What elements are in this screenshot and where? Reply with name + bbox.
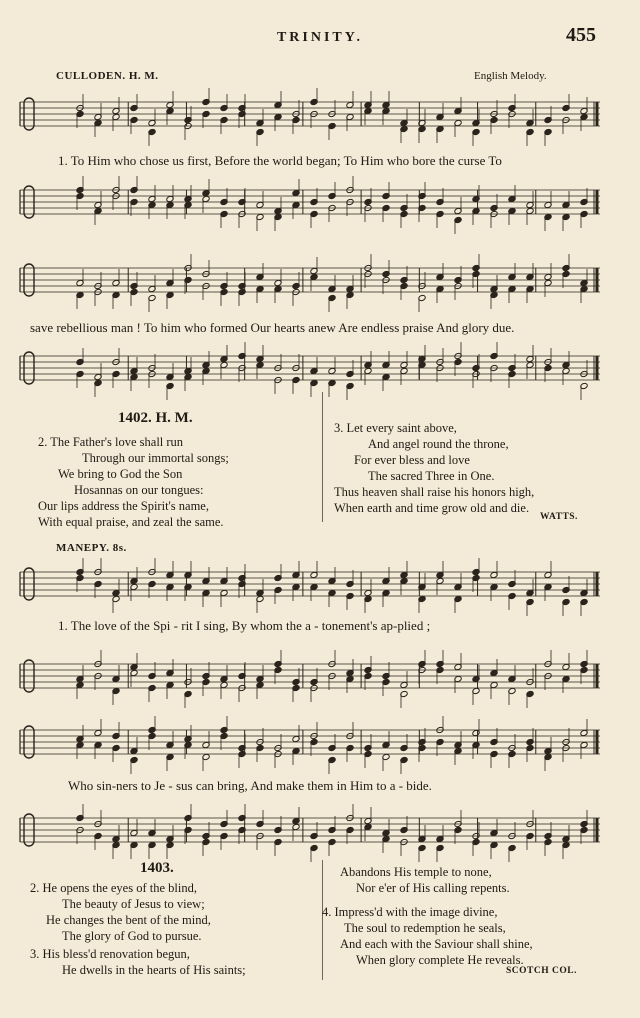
hymn-number: 1402. H. M. — [118, 410, 193, 426]
attribution: SCOTCH COL. — [506, 966, 577, 976]
staff-system-2-treble — [20, 262, 600, 302]
verse-line: 3. His bless'd renovation begun, — [30, 947, 190, 961]
stanza-2 — [30, 880, 211, 944]
verse-line: We bring to God the Son — [58, 467, 183, 481]
lyric-line: save rebellious man ! To him who formed Our hearts anew Are endless praise And glory due. — [30, 320, 515, 335]
verse-line: He changes the bent of the mind, — [46, 913, 211, 927]
verse-line: Through our immortal songs; — [82, 451, 229, 465]
verse-line: Hosannas on our tongues: — [74, 483, 204, 497]
verse-line: For ever bless and love — [354, 453, 470, 467]
staff-system-1-bass — [20, 184, 600, 224]
column-divider — [322, 392, 323, 522]
stanza-4 — [322, 904, 533, 968]
verse-line: He dwells in the hearts of His saints; — [62, 963, 246, 977]
lyric-line: Who sin-ners to Je - sus can bring, And make them in Him to a - bide. — [68, 778, 432, 793]
stanza-3-continued — [340, 864, 510, 896]
running-title: TRINITY. — [276, 30, 364, 45]
verse-line: Abandons His temple to none, — [340, 865, 492, 879]
verse-line: 3. Let every saint above, — [334, 421, 457, 435]
verse-line: The sacred Three in One. — [368, 469, 495, 483]
verse-line: The glory of God to pursue. — [62, 929, 202, 943]
hymn-number: 1403. — [140, 860, 174, 876]
staff-system-4-treble — [20, 724, 600, 764]
tune-title-manepy: MANEPY. 8s. — [56, 542, 127, 554]
attribution: WATTS. — [540, 512, 578, 522]
staff-system-3-treble — [20, 566, 600, 606]
page-number: 455 — [566, 24, 596, 46]
tune-title-culloden: CULLODEN. H. M. — [56, 70, 159, 82]
verse-line: The beauty of Jesus to view; — [62, 897, 205, 911]
verse-line: 2. He opens the eyes of the blind, — [30, 881, 197, 895]
verse-line: When glory complete He reveals. — [356, 953, 524, 967]
lyric-line: 1. The love of the Spi - rit I sing, By whom the a - tonement's ap-plied ; — [58, 618, 431, 633]
stanza-3 — [334, 420, 534, 516]
staff-system-4-bass — [20, 812, 600, 852]
staff-system-3-bass — [20, 658, 600, 698]
verse-line: Our lips address the Spirit's name, — [38, 499, 209, 513]
verse-line: With equal praise, and zeal the same. — [38, 515, 224, 529]
verse-line: Thus heaven shall raise his honors high, — [334, 485, 535, 499]
verse-line: When earth and time grow old and die. — [334, 501, 530, 515]
stanza-2 — [38, 434, 229, 530]
lyric-line: 1. To Him who chose us first, Before the world began; To Him who bore the curse To — [58, 153, 502, 168]
verse-line: 2. The Father's love shall run — [38, 435, 184, 449]
verse-line: Nor e'er of His calling repents. — [356, 881, 510, 895]
staff-system-2-bass — [20, 350, 600, 390]
staff-system-1-treble — [20, 96, 600, 136]
stanza-3 — [30, 946, 246, 978]
verse-line: And each with the Saviour shall shine, — [340, 937, 533, 951]
verse-line: And angel round the throne, — [368, 437, 509, 451]
composer-credit: English Melody. — [474, 70, 547, 82]
verse-line: The soul to redemption he seals, — [344, 921, 506, 935]
verse-line: 4. Impress'd with the image divine, — [322, 905, 498, 919]
